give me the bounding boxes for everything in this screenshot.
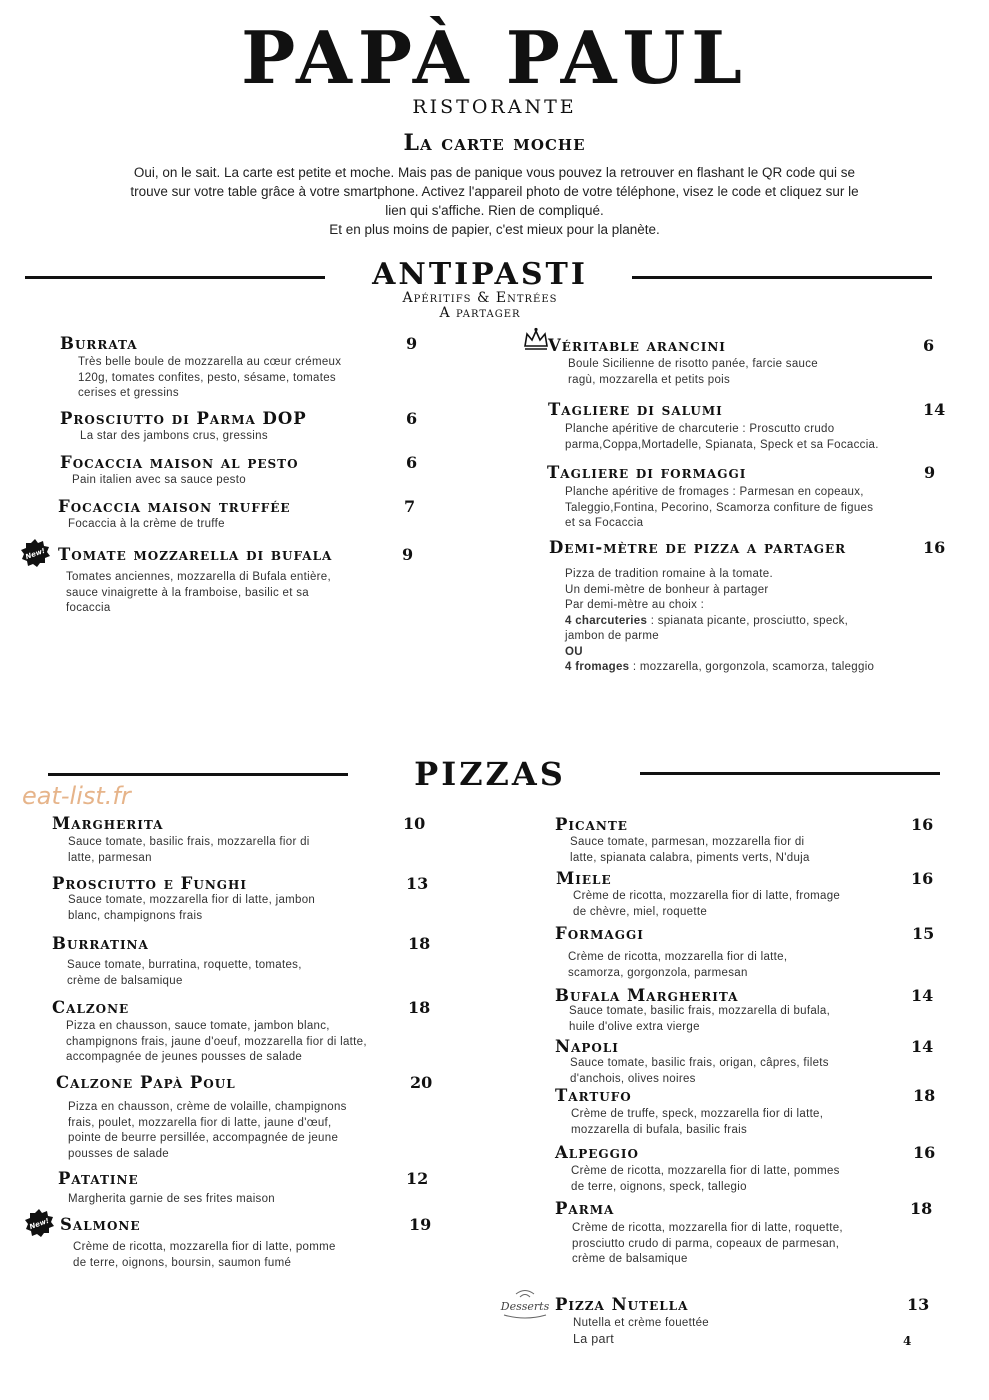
item-description (569, 1004, 894, 1035)
item-price: 18 (910, 1199, 933, 1218)
desc-line (565, 614, 935, 630)
item-price: 18 (408, 998, 431, 1017)
restaurant-subtitle: RISTORANTE (412, 96, 577, 118)
item-price: 14 (923, 400, 946, 419)
item-price: 9 (402, 545, 414, 564)
desc-line: Planche apéritive de charcuterie : Proscutto crudo (565, 423, 835, 435)
desc-line: scamorza, gorgonzola, parmesan (568, 966, 748, 979)
desc-line: Focaccia à la crème de truffe (68, 518, 225, 530)
desc-line: parma,Coppa,Mortadelle, Spianata, Speck et sa Focaccia. (565, 438, 879, 451)
item-price: 16 (911, 815, 934, 834)
item-description (573, 889, 903, 920)
crown-icon (522, 326, 550, 352)
desc-line: Sauce tomate, basilic frais, mozzarella fior di (68, 836, 310, 848)
desc-line: champignons frais, jaune d'oeuf, mozzarella fior di latte, (66, 1035, 367, 1048)
item-price: 13 (907, 1295, 930, 1314)
item-name: Parma (555, 1199, 615, 1218)
section-divider-left (25, 276, 325, 279)
section-divider-right (632, 276, 932, 279)
desc-line: Nutella et crème fouettée (573, 1317, 709, 1329)
desc-line: Pizza en chausson, sauce tomate, jambon blanc, (66, 1020, 330, 1032)
item-description (570, 1056, 895, 1087)
desc-line: Crème de truffe, speck, mozzarella fior di latte, (571, 1108, 824, 1120)
desc-line: Un demi-mètre de bonheur à partager (565, 583, 769, 596)
menu-title: La carte moche (403, 130, 586, 156)
item-name: Formaggi (555, 924, 644, 943)
desc-line: Sauce tomate, mozzarella fior di latte, jambon (68, 894, 316, 906)
choice-text: : spianata picante, prosciutto, speck, (647, 614, 849, 627)
desc-line: Crème de ricotta, mozzarella fior di latte, (568, 951, 788, 963)
section-divider-left (48, 773, 348, 776)
desc-line: La star des jambons crus, gressins (80, 430, 268, 442)
item-description (570, 835, 890, 866)
desc-line: de terre, oignons, boursin, saumon fumé (73, 1256, 292, 1269)
desc-line (565, 645, 935, 661)
desc-line: accompagnée de jeunes pousses de salade (66, 1051, 303, 1063)
desc-line: Margherita garnie de ses frites maison (68, 1193, 275, 1205)
desc-line: Tomates anciennes, mozzarella di Bufala entière, (66, 571, 331, 583)
desserts-logo-icon (498, 1288, 552, 1322)
item-price: 14 (911, 1037, 934, 1056)
item-description (571, 1107, 901, 1138)
item-description (66, 1019, 416, 1066)
desc-line (565, 660, 935, 676)
item-name: Tomate mozzarella di bufala (58, 545, 333, 564)
item-name: Focaccia maison al pesto (60, 453, 299, 472)
desc-line: Planche apéritive de fromages : Parmesan en copeaux, (565, 486, 864, 498)
item-name: Demi-mètre de pizza a partager (549, 538, 847, 557)
item-description (68, 1100, 418, 1162)
antipasti-subtitle-2: A partager (439, 305, 521, 321)
item-price: 16 (923, 538, 946, 557)
desc-line: pousses de salade (68, 1147, 170, 1160)
desc-line: latte, spianata calabra, piments verts, N'duja (570, 851, 810, 864)
part-label: La part (573, 1332, 615, 1346)
item-description (66, 570, 386, 617)
choice-label: 4 fromages (565, 661, 630, 673)
item-name: Calzone (52, 998, 130, 1017)
item-price: 9 (406, 334, 418, 353)
intro-line: trouve sur votre table grâce à votre smartphone. Activez l'appareil photo de votre téléphone, visez le code et cliquez sur le (130, 184, 859, 199)
desc-line: Sauce tomate, parmesan, mozzarella fior di (570, 836, 805, 848)
intro-line: Et en plus moins de papier, c'est mieux pour la planète. (329, 222, 660, 237)
desc-line: Crème de ricotta, mozzarella fior di latte, pommes (571, 1165, 840, 1177)
desc-line: crème de balsamique (67, 974, 183, 987)
desc-line: jambon de parme (565, 630, 659, 642)
item-price: 6 (923, 336, 935, 355)
item-price: 18 (408, 934, 431, 953)
new-badge-icon (20, 538, 50, 568)
desc-line: Très belle boule de mozzarella au cœur crémeux (78, 356, 342, 368)
antipasti-title: ANTIPASTI (372, 257, 588, 292)
item-description (72, 473, 402, 489)
desc-line: blanc, champignons frais (68, 909, 203, 922)
item-price: 10 (403, 814, 426, 833)
desc-line: Pizza de tradition romaine à la tomate. (565, 568, 773, 580)
or-label: OU (565, 645, 583, 658)
desc-line: pointe de beurre persillée, accompagnée de jeune (68, 1132, 339, 1144)
badge-label: New! (28, 1216, 51, 1232)
desc-line: Taleggio,Fontina, Pecorino, Scamorza confiture de figues (565, 501, 874, 514)
item-description (568, 357, 908, 388)
item-name: Véritable arancini (548, 336, 726, 355)
item-name: Prosciutto e Funghi (52, 874, 247, 893)
item-price: 9 (924, 463, 936, 482)
item-description (68, 835, 388, 866)
item-name: Calzone Papà Poul (56, 1073, 236, 1092)
item-description (565, 422, 935, 453)
pizzas-title: PIZZAS (414, 755, 566, 793)
desc-line: 120g, tomates confites, pesto, sésame, tomates (78, 371, 336, 384)
item-description (573, 1316, 873, 1332)
desc-line: et sa Focaccia (565, 517, 644, 529)
desc-line: Boule Sicilienne de risotto panée, farcie sauce (568, 358, 818, 370)
restaurant-name: PAPÀ PAUL (241, 15, 748, 100)
desc-line: Pain italien avec sa sauce pesto (72, 474, 246, 486)
item-price: 7 (404, 497, 416, 516)
item-name: Bufala Margherita (555, 986, 739, 1005)
watermark: eat-list.fr (22, 782, 131, 810)
desc-line: cerises et gressins (78, 387, 179, 399)
item-description (68, 1192, 398, 1208)
item-description (565, 567, 935, 676)
item-description (571, 1164, 906, 1195)
item-name: Tartufo (555, 1086, 632, 1105)
desc-line: ragù, mozzarella et petits pois (568, 373, 731, 386)
item-name: Patatine (58, 1169, 139, 1188)
desc-line: Crème de ricotta, mozzarella fior di latte, pomme (73, 1241, 336, 1253)
item-description (572, 1221, 907, 1268)
item-name: Napoli (555, 1037, 619, 1056)
item-price: 13 (406, 874, 429, 893)
choice-label: 4 charcuteries (565, 614, 648, 627)
item-description (565, 485, 935, 532)
desc-line: huile d'olive extra vierge (569, 1020, 700, 1033)
choice-text: : mozzarella, gorgonzola, scamorza, taleggio (629, 661, 875, 673)
desc-line: Sauce tomate, basilic frais, mozzarella di bufala, (569, 1005, 831, 1017)
desc-line: sauce vinaigrette à la framboise, basilic et sa (66, 586, 309, 599)
antipasti-subtitle: Apéritifs & Entrées (402, 290, 558, 306)
part-price: 4 (903, 1334, 912, 1348)
desc-line: mozzarella di bufala, basilic frais (571, 1123, 748, 1136)
item-name: Tagliere di formaggi (547, 463, 747, 482)
item-name: Salmone (60, 1215, 141, 1234)
item-name: Margherita (52, 814, 164, 833)
desc-line: Crème de ricotta, mozzarella fior di latte, roquette, (572, 1222, 843, 1234)
desc-line: Par demi-mètre au choix : (565, 599, 705, 611)
item-name: Burrata (60, 334, 138, 353)
item-description (68, 517, 398, 533)
section-divider-right (640, 772, 940, 775)
desc-line: Sauce tomate, burratina, roquette, tomates, (67, 959, 302, 971)
desserts-logo-text: Desserts (500, 1300, 550, 1313)
desc-line: Sauce tomate, basilic frais, origan, câpres, filets (570, 1057, 829, 1069)
item-name: Focaccia maison truffée (58, 497, 291, 516)
item-price: 15 (912, 924, 935, 943)
item-price: 12 (406, 1169, 429, 1188)
desc-line: prosciutto crudo di parma, copeaux de parmesan, (572, 1237, 840, 1250)
item-price: 20 (410, 1073, 433, 1092)
item-price: 14 (911, 986, 934, 1005)
item-description (73, 1240, 403, 1271)
intro-line: lien qui s'affiche. Rien de compliqué. (385, 203, 604, 218)
desc-line: frais, poulet, mozzarella fior di latte, jaune d'œuf, (68, 1116, 332, 1129)
item-description (78, 355, 408, 402)
intro-text (30, 163, 959, 239)
badge-label: New! (24, 546, 47, 562)
item-name: Prosciutto di Parma DOP (60, 409, 307, 428)
item-name: Picante (555, 815, 628, 834)
item-description (80, 429, 410, 445)
item-price: 19 (409, 1215, 432, 1234)
item-price: 6 (406, 409, 418, 428)
desc-line: Crème de ricotta, mozzarella fior di latte, fromage (573, 890, 841, 902)
item-price: 18 (913, 1086, 936, 1105)
desc-line: de terre, oignons, speck, tallegio (571, 1180, 747, 1193)
item-name: Burratina (52, 934, 149, 953)
desc-line: latte, parmesan (68, 851, 152, 864)
desc-line: crème de balsamique (572, 1253, 688, 1265)
item-name: Pizza Nutella (555, 1295, 689, 1314)
desc-line: d'anchois, olives noires (570, 1072, 696, 1085)
item-price: 6 (406, 453, 418, 472)
intro-line: Oui, on le sait. La carte est petite et moche. Mais pas de panique vous pouvez la retrouver en flashant le QR code qui se (133, 165, 856, 180)
item-name: Alpeggio (555, 1143, 639, 1162)
item-description (67, 958, 387, 989)
item-description (568, 950, 893, 981)
desc-line: de chèvre, miel, roquette (573, 905, 708, 918)
item-price: 16 (913, 1143, 936, 1162)
desc-line: Pizza en chausson, crème de volaille, champignons (68, 1101, 347, 1113)
desc-line: focaccia (66, 602, 111, 614)
item-name: Tagliere di salumi (548, 400, 723, 419)
item-description (68, 893, 388, 924)
item-name: Miele (556, 869, 612, 888)
item-price: 16 (911, 869, 934, 888)
new-badge-icon (24, 1208, 54, 1238)
